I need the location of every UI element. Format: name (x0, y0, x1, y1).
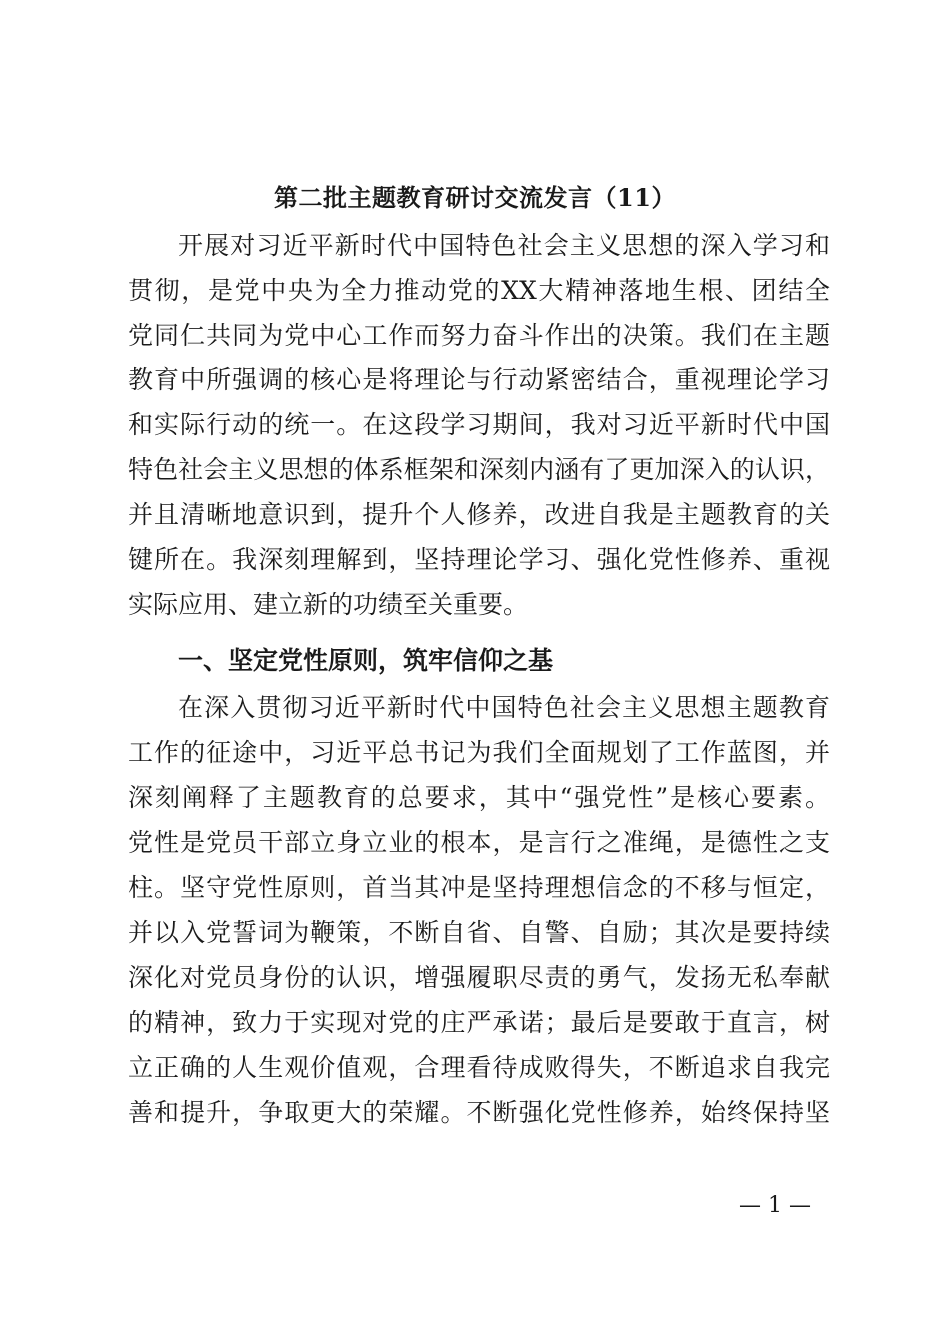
paragraph-1-line: 实际应用、建立新的功绩至关重要。 (128, 590, 529, 619)
section-1-heading: 一、坚定党性原则，筑牢信仰之基 (178, 646, 554, 675)
paragraph-1-line: 教育中所强调的核心是将理论与行动紧密结合，重视理论学习 (128, 365, 830, 394)
page-number: — 1 — (739, 1193, 811, 1218)
paragraph-1-line: 并且清晰地意识到，提升个人修养，改进自我是主题教育的关 (128, 500, 830, 529)
paragraph-1-line: 特色社会主义思想的体系框架和深刻内涵有了更加深入的认识， (128, 455, 830, 484)
paragraph-2-line: 善和提升，争取更大的荣耀。不断强化党性修养，始终保持坚 (128, 1098, 830, 1127)
paragraph-2-line: 深刻阐释了主题教育的总要求，其中“强党性”是核心要素。 (128, 783, 830, 812)
paragraph-2-line: 立正确的人生观价值观，合理看待成败得失，不断追求自我完 (128, 1053, 830, 1082)
paragraph-2-line: 柱。坚守党性原则，首当其冲是坚持理想信念的不移与恒定， (128, 873, 830, 902)
paragraph-2-line: 并以入党誓词为鞭策，不断自省、自警、自励；其次是要持续 (128, 918, 830, 947)
paragraph-2-line: 在深入贯彻习近平新时代中国特色社会主义思想主题教育 (178, 693, 830, 722)
paragraph-1-line: 党同仁共同为党中心工作而努力奋斗作出的决策。我们在主题 (128, 321, 830, 350)
paragraph-1-line: 键所在。我深刻理解到，坚持理论学习、强化党性修养、重视 (128, 545, 830, 574)
paragraph-1-line: 贯彻，是党中央为全力推动党的XX大精神落地生根、团结全 (128, 276, 830, 305)
paragraph-1-line: 和实际行动的统一。在这段学习期间，我对习近平新时代中国 (128, 410, 830, 439)
paragraph-2-line: 的精神，致力于实现对党的庄严承诺；最后是要敢于直言，树 (128, 1008, 830, 1037)
paragraph-2-line: 工作的征途中，习近平总书记为我们全面规划了工作蓝图，并 (128, 738, 830, 767)
document-title: 第二批主题教育研讨交流发言（11） (274, 183, 676, 212)
paragraph-1-line: 开展对习近平新时代中国特色社会主义思想的深入学习和 (178, 231, 830, 260)
paragraph-2-line: 深化对党员身份的认识，增强履职尽责的勇气，发扬无私奉献 (128, 963, 830, 992)
paragraph-2-line: 党性是党员干部立身立业的根本，是言行之准绳，是德性之支 (128, 828, 830, 857)
